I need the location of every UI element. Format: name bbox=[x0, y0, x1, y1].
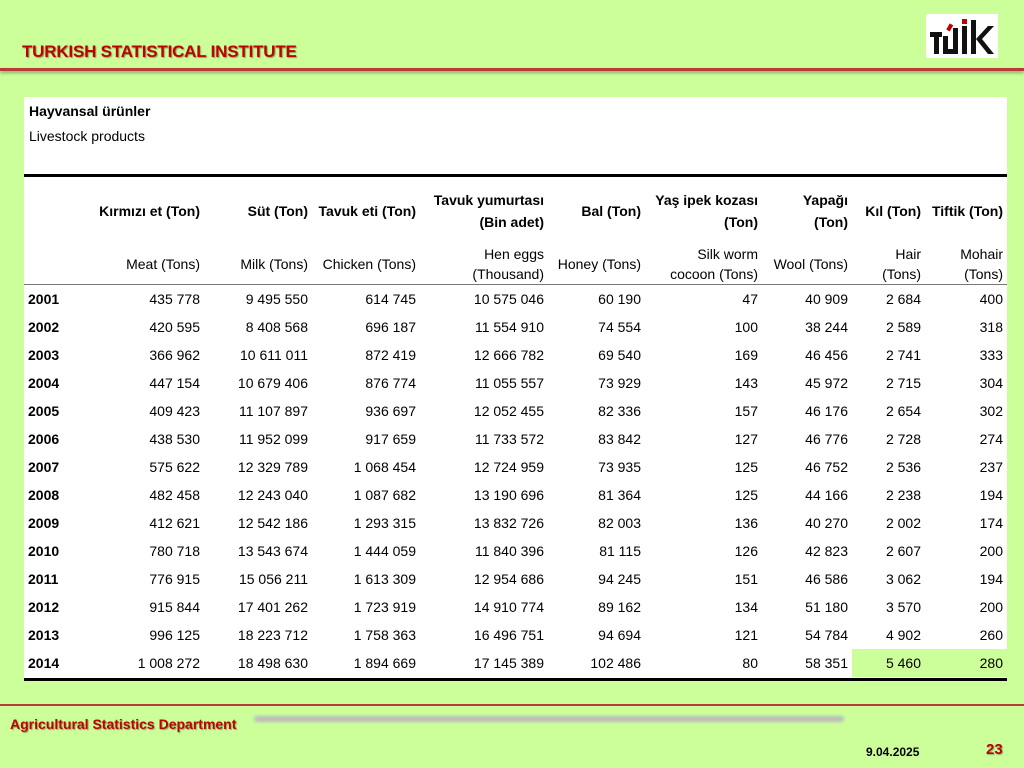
value-cell: 9 495 550 bbox=[245, 290, 308, 307]
value-cell: 302 bbox=[979, 402, 1003, 419]
value-cell: 2 684 bbox=[885, 290, 921, 307]
col-header-en: Honey (Tons) bbox=[548, 244, 645, 285]
year-cell: 2011 bbox=[28, 570, 59, 587]
value-cell: 60 190 bbox=[598, 290, 641, 307]
header-row-en bbox=[24, 244, 1007, 285]
value-cell: 575 622 bbox=[149, 458, 200, 475]
value-cell: 82 336 bbox=[598, 402, 641, 419]
value-cell: 435 778 bbox=[149, 290, 200, 307]
section-title-en: Livestock products bbox=[29, 128, 145, 144]
col-header-en: Chicken (Tons) bbox=[312, 244, 420, 285]
value-cell: 12 329 789 bbox=[237, 458, 308, 475]
value-cell: 872 419 bbox=[365, 346, 416, 363]
value-cell: 83 842 bbox=[598, 430, 641, 447]
value-cell: 614 745 bbox=[365, 290, 416, 307]
value-cell: 157 bbox=[734, 402, 758, 419]
value-cell: 2 654 bbox=[885, 402, 921, 419]
value-cell: 11 055 557 bbox=[474, 374, 544, 391]
year-cell: 2002 bbox=[28, 318, 60, 335]
value-cell: 2 741 bbox=[885, 346, 921, 363]
footer-department: Agricultural Statistics Department bbox=[10, 716, 237, 732]
value-cell: 46 586 bbox=[805, 570, 848, 587]
value-cell: 366 962 bbox=[149, 346, 200, 363]
value-cell: 81 115 bbox=[599, 542, 641, 559]
table-row bbox=[24, 453, 1007, 481]
value-cell: 12 542 186 bbox=[237, 514, 308, 531]
value-cell: 14 910 774 bbox=[473, 598, 544, 615]
value-cell: 1 613 309 bbox=[353, 570, 416, 587]
value-cell: 200 bbox=[979, 598, 1003, 615]
col-header-en: Milk (Tons) bbox=[204, 244, 312, 285]
value-cell: 12 243 040 bbox=[237, 486, 308, 503]
table-row bbox=[24, 397, 1007, 425]
value-cell: 915 844 bbox=[149, 598, 200, 615]
header-rule bbox=[0, 68, 1024, 71]
value-cell: 82 003 bbox=[598, 514, 641, 531]
value-cell: 126 bbox=[734, 542, 758, 559]
value-cell: 917 659 bbox=[365, 430, 416, 447]
value-cell: 304 bbox=[979, 374, 1003, 391]
value-cell: 2 607 bbox=[885, 542, 921, 559]
col-header-tr: Bal (Ton) bbox=[581, 202, 641, 219]
value-cell: 194 bbox=[979, 570, 1003, 587]
table-row bbox=[24, 565, 1007, 593]
table-row bbox=[24, 341, 1007, 369]
year-cell: 2008 bbox=[28, 486, 60, 503]
value-cell: 38 244 bbox=[805, 318, 848, 335]
table-row bbox=[24, 369, 1007, 397]
livestock-table-panel bbox=[24, 97, 1007, 681]
value-cell: 2 589 bbox=[885, 318, 921, 335]
value-cell: 51 180 bbox=[805, 598, 848, 615]
section-title-tr: Hayvansal ürünler bbox=[29, 103, 151, 119]
table-row bbox=[24, 593, 1007, 621]
value-cell: 260 bbox=[979, 626, 1003, 643]
value-cell: 46 176 bbox=[805, 402, 848, 419]
value-cell: 47 bbox=[742, 290, 758, 307]
value-cell: 89 162 bbox=[598, 598, 641, 615]
col-header-en: Silk worm cocoon (Tons) bbox=[645, 244, 762, 285]
value-cell: 16 496 751 bbox=[473, 626, 544, 643]
value-cell: 13 543 674 bbox=[237, 542, 308, 559]
value-cell: 134 bbox=[734, 598, 758, 615]
value-cell: 1 293 315 bbox=[353, 514, 416, 531]
value-cell: 136 bbox=[734, 514, 758, 531]
value-cell: 151 bbox=[734, 570, 758, 587]
col-header-en: Mohair (Tons) bbox=[925, 244, 1007, 285]
table-row bbox=[24, 621, 1007, 649]
value-cell: 12 724 959 bbox=[473, 458, 544, 475]
table-row bbox=[24, 313, 1007, 341]
value-cell: 169 bbox=[734, 346, 758, 363]
value-cell: 237 bbox=[979, 458, 1003, 475]
value-cell: 13 190 696 bbox=[473, 486, 544, 503]
value-cell: 17 401 262 bbox=[237, 598, 308, 615]
value-cell: 127 bbox=[734, 430, 758, 447]
value-cell: 80 bbox=[742, 654, 758, 671]
value-cell: 876 774 bbox=[365, 374, 416, 391]
table-body bbox=[24, 285, 1007, 677]
table-row bbox=[24, 481, 1007, 509]
col-header-tr: Tavuk eti (Ton) bbox=[318, 202, 416, 219]
value-cell: 174 bbox=[979, 514, 1003, 531]
value-cell: 58 351 bbox=[805, 654, 848, 671]
value-cell: 125 bbox=[734, 486, 758, 503]
col-header-tr: Süt (Ton) bbox=[247, 202, 308, 219]
footer-shadow-bar bbox=[254, 716, 844, 722]
col-header-en: Hair (Tons) bbox=[852, 244, 925, 285]
col-header-tr: Yaş ipek kozası (Ton) bbox=[655, 191, 758, 230]
value-cell: 17 145 389 bbox=[473, 654, 544, 671]
value-cell: 409 423 bbox=[149, 402, 200, 419]
header-row-tr bbox=[24, 177, 1007, 244]
value-cell: 11 733 572 bbox=[474, 430, 544, 447]
value-cell: 1 894 669 bbox=[353, 654, 416, 671]
value-cell: 194 bbox=[979, 486, 1003, 503]
year-cell: 2003 bbox=[28, 346, 60, 363]
value-cell: 4 902 bbox=[885, 626, 921, 643]
value-cell: 696 187 bbox=[365, 318, 416, 335]
value-cell: 18 223 712 bbox=[237, 626, 308, 643]
value-cell: 2 238 bbox=[885, 486, 921, 503]
value-cell: 125 bbox=[734, 458, 758, 475]
value-cell: 2 536 bbox=[885, 458, 921, 475]
col-header-en: Meat (Tons) bbox=[86, 244, 204, 285]
tuik-logo-icon bbox=[926, 14, 998, 58]
col-header-tr: Tavuk yumurtası (Bin adet) bbox=[433, 191, 544, 230]
value-cell: 11 107 897 bbox=[238, 402, 308, 419]
value-cell: 12 666 782 bbox=[473, 346, 544, 363]
value-cell: 333 bbox=[979, 346, 1003, 363]
col-header-tr: Kıl (Ton) bbox=[865, 202, 921, 219]
year-cell: 2009 bbox=[28, 514, 60, 531]
table-row bbox=[24, 649, 1007, 677]
col-header-en: Wool (Tons) bbox=[762, 244, 852, 285]
table-row bbox=[24, 509, 1007, 537]
value-cell: 438 530 bbox=[149, 430, 200, 447]
year-cell: 2012 bbox=[28, 598, 60, 615]
value-cell: 5 460 bbox=[852, 649, 925, 677]
value-cell: 13 832 726 bbox=[473, 514, 544, 531]
col-header-tr: Yapağı (Ton) bbox=[802, 191, 848, 230]
col-header-tr: Kırmızı et (Ton) bbox=[99, 202, 200, 219]
value-cell: 936 697 bbox=[365, 402, 416, 419]
table-row bbox=[24, 537, 1007, 565]
value-cell: 73 935 bbox=[598, 458, 641, 475]
value-cell: 1 444 059 bbox=[353, 542, 416, 559]
table-row bbox=[24, 285, 1007, 313]
value-cell: 74 554 bbox=[598, 318, 641, 335]
value-cell: 420 595 bbox=[149, 318, 200, 335]
page-number: 23 bbox=[986, 741, 1003, 758]
value-cell: 44 166 bbox=[805, 486, 848, 503]
year-cell: 2006 bbox=[28, 430, 60, 447]
value-cell: 2 002 bbox=[885, 514, 921, 531]
value-cell: 45 972 bbox=[805, 374, 848, 391]
value-cell: 73 929 bbox=[598, 374, 641, 391]
value-cell: 447 154 bbox=[149, 374, 200, 391]
value-cell: 15 056 211 bbox=[238, 570, 308, 587]
value-cell: 42 823 bbox=[805, 542, 848, 559]
footer-date: 9.04.2025 bbox=[866, 745, 920, 759]
value-cell: 11 840 396 bbox=[474, 542, 544, 559]
tuik-logo bbox=[926, 14, 998, 58]
value-cell: 10 575 046 bbox=[473, 290, 544, 307]
value-cell: 12 954 686 bbox=[473, 570, 544, 587]
value-cell: 81 364 bbox=[598, 486, 641, 503]
value-cell: 1 758 363 bbox=[353, 626, 416, 643]
value-cell: 121 bbox=[734, 626, 758, 643]
value-cell: 200 bbox=[979, 542, 1003, 559]
value-cell: 2 715 bbox=[885, 374, 921, 391]
value-cell: 2 728 bbox=[885, 430, 921, 447]
value-cell: 46 456 bbox=[805, 346, 848, 363]
livestock-table bbox=[24, 177, 1007, 677]
value-cell: 10 611 011 bbox=[240, 346, 308, 363]
year-cell: 2014 bbox=[28, 654, 60, 671]
year-cell: 2007 bbox=[28, 458, 60, 475]
value-cell: 54 784 bbox=[805, 626, 848, 643]
value-cell: 143 bbox=[734, 374, 758, 391]
value-cell: 280 bbox=[925, 649, 1007, 677]
value-cell: 40 270 bbox=[805, 514, 848, 531]
value-cell: 274 bbox=[979, 430, 1003, 447]
col-header-en: Hen eggs (Thousand) bbox=[420, 244, 548, 285]
value-cell: 11 952 099 bbox=[238, 430, 308, 447]
value-cell: 11 554 910 bbox=[474, 318, 544, 335]
year-cell: 2001 bbox=[28, 290, 60, 307]
value-cell: 1 723 919 bbox=[353, 598, 416, 615]
value-cell: 482 458 bbox=[149, 486, 200, 503]
value-cell: 780 718 bbox=[149, 542, 200, 559]
value-cell: 10 679 406 bbox=[237, 374, 308, 391]
header-title: TURKISH STATISTICAL INSTITUTE bbox=[22, 42, 297, 61]
value-cell: 94 245 bbox=[598, 570, 641, 587]
value-cell: 94 694 bbox=[598, 626, 641, 643]
year-cell: 2010 bbox=[28, 542, 60, 559]
value-cell: 318 bbox=[979, 318, 1003, 335]
col-header-tr: Tiftik (Ton) bbox=[931, 202, 1003, 219]
value-cell: 412 621 bbox=[149, 514, 200, 531]
value-cell: 1 087 682 bbox=[353, 486, 416, 503]
value-cell: 400 bbox=[979, 290, 1003, 307]
value-cell: 102 486 bbox=[590, 654, 641, 671]
year-cell: 2004 bbox=[28, 374, 60, 391]
table-bottom-rule bbox=[24, 678, 1007, 681]
year-cell: 2013 bbox=[28, 626, 60, 643]
value-cell: 46 776 bbox=[805, 430, 848, 447]
year-cell: 2005 bbox=[28, 402, 60, 419]
value-cell: 18 498 630 bbox=[237, 654, 308, 671]
value-cell: 40 909 bbox=[805, 290, 848, 307]
value-cell: 1 068 454 bbox=[353, 458, 416, 475]
value-cell: 100 bbox=[734, 318, 758, 335]
value-cell: 12 052 455 bbox=[473, 402, 544, 419]
value-cell: 3 062 bbox=[885, 570, 921, 587]
value-cell: 8 408 568 bbox=[245, 318, 308, 335]
value-cell: 69 540 bbox=[598, 346, 641, 363]
value-cell: 3 570 bbox=[885, 598, 921, 615]
header-year-blank bbox=[24, 244, 86, 285]
footer-rule bbox=[0, 704, 1024, 706]
value-cell: 46 752 bbox=[805, 458, 848, 475]
value-cell: 776 915 bbox=[149, 570, 200, 587]
value-cell: 996 125 bbox=[149, 626, 200, 643]
header-year-blank bbox=[24, 177, 86, 244]
table-row bbox=[24, 425, 1007, 453]
value-cell: 1 008 272 bbox=[137, 654, 200, 671]
